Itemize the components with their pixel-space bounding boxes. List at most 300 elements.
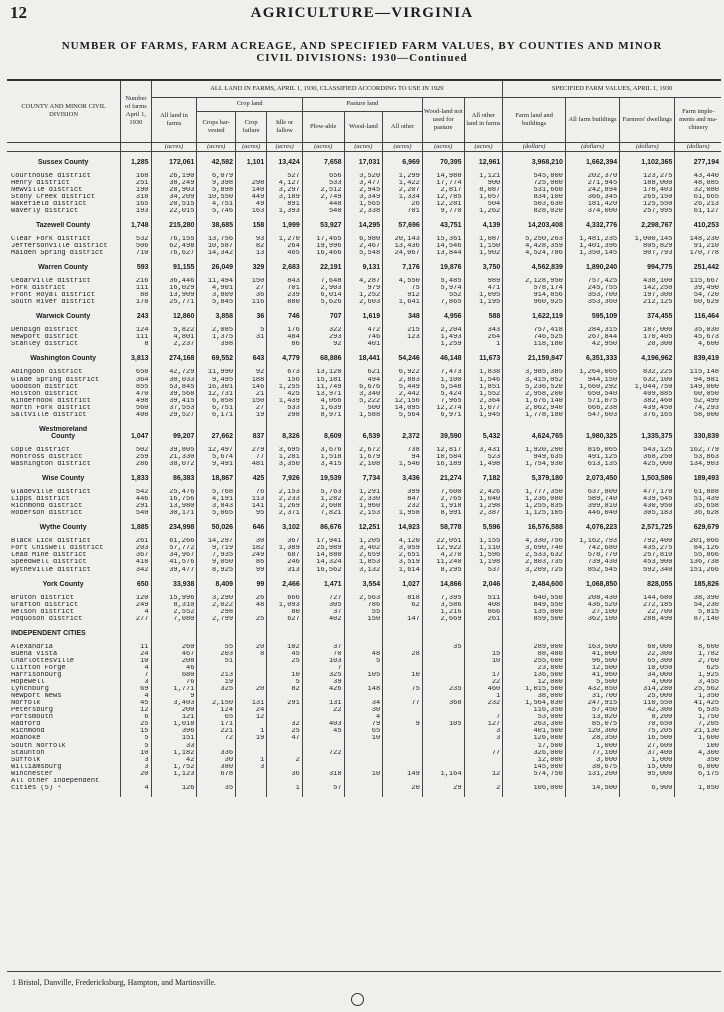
value-cell: 5,815 bbox=[675, 609, 721, 616]
spacer-row bbox=[7, 517, 721, 524]
value-cell: 436,520 bbox=[565, 602, 619, 609]
value-cell: 425 bbox=[236, 475, 267, 482]
value-cell: 185,826 bbox=[675, 581, 721, 588]
spacer-cell bbox=[236, 229, 267, 236]
empty-cell bbox=[383, 426, 423, 433]
value-cell: 247,915 bbox=[565, 700, 619, 707]
col-plowable: Plow-able bbox=[302, 111, 344, 142]
value-cell: 34 bbox=[344, 700, 383, 707]
value-cell: 19 bbox=[236, 412, 267, 419]
value-cell: 10,050 bbox=[620, 665, 675, 672]
spacer-cell bbox=[675, 320, 721, 327]
value-cell: 271,945 bbox=[565, 180, 619, 187]
value-cell: 2,683 bbox=[267, 264, 302, 271]
value-cell bbox=[344, 693, 383, 700]
value-cell: 1,833 bbox=[121, 475, 151, 482]
value-cell: 208 bbox=[151, 658, 197, 665]
value-cell: 2,467 bbox=[344, 243, 383, 250]
value-cell: 6,539 bbox=[344, 433, 383, 440]
spacer-cell bbox=[236, 362, 267, 369]
value-cell: 1,040 bbox=[464, 496, 503, 503]
division-name: Glade Spring district bbox=[11, 376, 100, 384]
value-cell: 1 bbox=[236, 757, 267, 764]
spacer-cell bbox=[464, 348, 503, 355]
value-cell bbox=[344, 665, 383, 672]
value-cell: 449 bbox=[236, 194, 267, 201]
value-cell bbox=[267, 707, 302, 714]
spacer-cell bbox=[464, 623, 503, 630]
district-row bbox=[7, 341, 721, 348]
spacer-cell bbox=[302, 257, 344, 264]
value-cell: 16,756 bbox=[151, 496, 197, 503]
spacer-cell bbox=[675, 517, 721, 524]
value-cell bbox=[302, 735, 344, 742]
value-cell: 2,651 bbox=[383, 552, 423, 559]
value-cell: 1,093 bbox=[267, 602, 302, 609]
spacer-cell bbox=[236, 468, 267, 475]
value-cell: 367 bbox=[267, 538, 302, 545]
spacer-cell bbox=[464, 229, 503, 236]
value-cell: 60,629 bbox=[675, 299, 721, 306]
value-cell: 27,100 bbox=[565, 609, 619, 616]
value-cell: 29 bbox=[422, 785, 464, 792]
value-cell: 110,550 bbox=[620, 700, 675, 707]
spacer-cell bbox=[197, 320, 236, 327]
value-cell: 16,562 bbox=[302, 567, 344, 574]
value-cell: 1,752 bbox=[151, 764, 197, 771]
value-cell: 3 bbox=[464, 735, 503, 742]
value-cell: 123 bbox=[383, 334, 423, 341]
value-cell: 57,450 bbox=[565, 707, 619, 714]
spacer-cell bbox=[675, 482, 721, 489]
spacer-cell bbox=[383, 588, 423, 595]
spacer-cell bbox=[464, 637, 503, 644]
value-cell: 3 bbox=[121, 764, 151, 771]
spacer-row bbox=[7, 531, 721, 538]
county-name: Warren County bbox=[38, 264, 89, 272]
value-cell: 6,058 bbox=[197, 398, 236, 405]
value-cell: 832,225 bbox=[620, 369, 675, 376]
value-cell: 1,471 bbox=[302, 581, 344, 588]
spacer-cell bbox=[383, 468, 423, 475]
value-cell: 144,680 bbox=[620, 595, 675, 602]
spacer-cell bbox=[503, 531, 566, 538]
value-cell: 11,673 bbox=[464, 355, 503, 362]
value-cell: 201,066 bbox=[675, 538, 721, 545]
value-cell: 1,375 bbox=[197, 334, 236, 341]
value-cell: 2,603 bbox=[344, 299, 383, 306]
empty-cell bbox=[302, 630, 344, 637]
spacer-cell bbox=[422, 792, 464, 797]
value-cell: 103 bbox=[302, 658, 344, 665]
empty-cell bbox=[464, 630, 503, 637]
value-cell: 1,252 bbox=[344, 292, 383, 299]
value-cell: 15,361 bbox=[422, 236, 464, 243]
value-cell: 364 bbox=[121, 377, 151, 384]
value-cell: 5,564 bbox=[383, 412, 423, 419]
value-cell: 4,000 bbox=[620, 679, 675, 686]
spacer-cell bbox=[565, 151, 619, 159]
value-cell: 12,922 bbox=[422, 545, 464, 552]
value-cell: 1,999 bbox=[267, 222, 302, 229]
district-row bbox=[7, 489, 721, 496]
value-cell: 2,330 bbox=[344, 496, 383, 503]
value-cell: 1,920,200 bbox=[503, 447, 566, 454]
value-cell: 57 bbox=[302, 785, 344, 792]
value-cell: 593 bbox=[121, 264, 151, 271]
value-cell: 1,596 bbox=[464, 552, 503, 559]
value-cell: 471 bbox=[464, 285, 503, 292]
spacer-cell bbox=[151, 623, 197, 630]
value-cell: 22,015 bbox=[151, 208, 197, 215]
value-cell: 2,372 bbox=[383, 433, 423, 440]
value-cell: 739,430 bbox=[565, 559, 619, 566]
value-cell: 134,903 bbox=[675, 461, 721, 468]
value-cell: 61,127 bbox=[675, 208, 721, 215]
value-cell: 135,000 bbox=[503, 609, 566, 616]
value-cell: 18,867 bbox=[197, 475, 236, 482]
spacer-cell bbox=[422, 271, 464, 278]
spacer-cell bbox=[344, 482, 383, 489]
value-cell bbox=[464, 644, 503, 651]
spacer-cell bbox=[121, 468, 151, 475]
value-cell: 54,246 bbox=[383, 355, 423, 362]
value-cell: 127 bbox=[464, 721, 503, 728]
value-cell: 1,255 bbox=[267, 384, 302, 391]
spacer-cell bbox=[121, 362, 151, 369]
value-cell: 2,883 bbox=[383, 377, 423, 384]
spacer-cell bbox=[236, 348, 267, 355]
col-number-of-farms: Number of farms April 1, 1930 bbox=[121, 81, 151, 142]
value-cell: 26 bbox=[383, 201, 423, 208]
value-cell: 93 bbox=[236, 236, 267, 243]
value-cell: 552 bbox=[422, 292, 464, 299]
value-cell: 215 bbox=[383, 327, 423, 334]
value-cell: 26,213 bbox=[675, 201, 721, 208]
spacer-cell bbox=[503, 257, 566, 264]
spacer-cell bbox=[7, 531, 121, 538]
value-cell: 15,000 bbox=[620, 764, 675, 771]
value-cell: 45 bbox=[121, 700, 151, 707]
value-cell: 503,630 bbox=[503, 201, 566, 208]
value-cell: 8 bbox=[121, 341, 151, 348]
spacer-cell bbox=[7, 637, 121, 644]
value-cell: 19 bbox=[197, 679, 236, 686]
division-name: Portsmouth bbox=[11, 714, 54, 722]
col-crop-failure: Crop failure bbox=[236, 111, 267, 142]
value-cell bbox=[267, 778, 302, 785]
value-cell: 10,584 bbox=[422, 454, 464, 461]
col-county-division: COUNTY AND MINOR CIVIL DIVISION bbox=[7, 81, 121, 142]
value-cell: 21,274 bbox=[422, 475, 464, 482]
value-cell: 33,938 bbox=[151, 581, 197, 588]
value-cell: 1,565 bbox=[344, 201, 383, 208]
value-cell: 120 bbox=[121, 595, 151, 602]
value-cell: 6,351,333 bbox=[565, 355, 619, 362]
spacer-cell bbox=[236, 320, 267, 327]
spacer-cell bbox=[197, 257, 236, 264]
value-cell: 4,139 bbox=[464, 222, 503, 229]
value-cell: 11,494 bbox=[197, 278, 236, 285]
value-cell: 22 bbox=[302, 707, 344, 714]
value-cell: 8,326 bbox=[267, 433, 302, 440]
value-cell: 1,890,240 bbox=[565, 264, 619, 271]
group-pasture-land: Pasture land bbox=[302, 97, 422, 111]
spacer-cell bbox=[7, 482, 121, 489]
value-cell: 3,415,052 bbox=[503, 377, 566, 384]
value-cell: 116,464 bbox=[675, 313, 721, 320]
value-cell: 1,850 bbox=[675, 785, 721, 792]
division-name: Cople district bbox=[11, 446, 70, 454]
value-cell: 1,679 bbox=[344, 454, 383, 461]
empty-cell bbox=[503, 630, 566, 637]
value-cell: 54,720 bbox=[675, 292, 721, 299]
value-cell: 2,659 bbox=[344, 552, 383, 559]
value-cell: 2,672 bbox=[344, 447, 383, 454]
district-row bbox=[7, 461, 721, 468]
spacer-cell bbox=[503, 419, 566, 426]
value-cell: 150 bbox=[236, 398, 267, 405]
division-name: Stanley district bbox=[11, 341, 79, 349]
value-cell: 4,901 bbox=[197, 285, 236, 292]
spacer-cell bbox=[197, 623, 236, 630]
value-cell: 17,465 bbox=[302, 236, 344, 243]
value-cell: 19,996 bbox=[302, 243, 344, 250]
value-cell: 3,000 bbox=[565, 757, 619, 764]
value-cell: 318 bbox=[121, 194, 151, 201]
value-cell: 701 bbox=[383, 208, 423, 215]
spacer-cell bbox=[121, 531, 151, 538]
value-cell: 640,550 bbox=[503, 595, 566, 602]
value-cell: 14,923 bbox=[383, 524, 423, 531]
value-cell: 2,552 bbox=[151, 609, 197, 616]
spacer-cell bbox=[302, 468, 344, 475]
spacer-row bbox=[7, 574, 721, 581]
value-cell: 20 bbox=[236, 644, 267, 651]
value-cell: 263,300 bbox=[503, 721, 566, 728]
district-row bbox=[7, 651, 721, 658]
spacer-cell bbox=[121, 151, 151, 159]
spacer-cell bbox=[464, 440, 503, 447]
spacer-cell bbox=[422, 482, 464, 489]
value-cell: 28 bbox=[383, 651, 423, 658]
value-cell: 678 bbox=[197, 771, 236, 778]
value-cell: 30,171 bbox=[151, 510, 197, 517]
value-cell: 646 bbox=[236, 524, 267, 531]
value-cell: 149 bbox=[383, 771, 423, 778]
district-row bbox=[7, 292, 721, 299]
spacer-cell bbox=[383, 517, 423, 524]
value-cell: 72 bbox=[197, 735, 236, 742]
value-cell: 68,886 bbox=[302, 355, 344, 362]
value-cell: 650 bbox=[121, 581, 151, 588]
value-cell: 3,290 bbox=[197, 595, 236, 602]
units-acres: (acres) bbox=[236, 142, 267, 151]
value-cell: 70 bbox=[302, 651, 344, 658]
value-cell: 425,000 bbox=[620, 461, 675, 468]
value-cell: 1,771 bbox=[151, 686, 197, 693]
value-cell: 26 bbox=[236, 595, 267, 602]
division-name: Grafton district bbox=[11, 601, 79, 609]
value-cell: 353,360 bbox=[565, 299, 619, 306]
value-cell: 41,000 bbox=[565, 651, 619, 658]
value-cell: 318 bbox=[302, 771, 344, 778]
col-all-farm-buildings: All farm buildings bbox=[565, 97, 619, 142]
value-cell: 32 bbox=[267, 721, 302, 728]
value-cell bbox=[236, 665, 267, 672]
spacer-cell bbox=[302, 362, 344, 369]
value-cell: 1,000,145 bbox=[620, 236, 675, 243]
value-cell: 342 bbox=[121, 567, 151, 574]
value-cell: 25 bbox=[236, 616, 267, 623]
value-cell: 4,127 bbox=[267, 180, 302, 187]
spacer-cell bbox=[383, 320, 423, 327]
value-cell: 20,515 bbox=[151, 201, 197, 208]
value-cell: 65,300 bbox=[620, 658, 675, 665]
value-cell: 41,425 bbox=[675, 700, 721, 707]
spacer-cell bbox=[302, 306, 344, 313]
value-cell: 13 bbox=[236, 250, 267, 257]
value-cell: 22 bbox=[464, 679, 503, 686]
value-cell: 36,446 bbox=[151, 278, 197, 285]
value-cell: 5 bbox=[344, 658, 383, 665]
empty-cell bbox=[620, 630, 675, 637]
district-row bbox=[7, 665, 721, 672]
value-cell bbox=[344, 750, 383, 757]
spacer-cell bbox=[267, 531, 302, 538]
value-cell: 643 bbox=[236, 355, 267, 362]
spacer-cell bbox=[383, 792, 423, 797]
value-cell: 399,810 bbox=[565, 503, 619, 510]
spacer-cell bbox=[121, 623, 151, 630]
division-name: Roberson district bbox=[11, 510, 83, 518]
value-cell: 17,500 bbox=[503, 743, 566, 750]
value-cell: 39,490 bbox=[675, 285, 721, 292]
value-cell bbox=[422, 714, 464, 721]
value-cell: 637,800 bbox=[565, 489, 619, 496]
value-cell: 4,624,765 bbox=[503, 433, 566, 440]
value-cell: 13,424 bbox=[267, 159, 302, 166]
value-cell: 1,439 bbox=[267, 398, 302, 405]
division-name: Newville district bbox=[11, 186, 83, 194]
value-cell: 181,420 bbox=[565, 201, 619, 208]
value-cell: 13,756 bbox=[197, 236, 236, 243]
county-total-row bbox=[7, 433, 721, 440]
value-cell: 8,409 bbox=[197, 581, 236, 588]
value-cell: 8 bbox=[236, 651, 267, 658]
county-total-row bbox=[7, 159, 721, 166]
value-cell: 200 bbox=[151, 707, 197, 714]
value-cell: 51,439 bbox=[675, 496, 721, 503]
value-cell: 5,548 bbox=[344, 250, 383, 257]
value-cell: 7,821 bbox=[302, 510, 344, 517]
value-cell bbox=[151, 778, 197, 785]
spacer-cell bbox=[7, 517, 121, 524]
district-row bbox=[7, 236, 721, 243]
district-row bbox=[7, 757, 721, 764]
spacer-cell bbox=[267, 623, 302, 630]
spacer-cell bbox=[464, 215, 503, 222]
value-cell bbox=[236, 173, 267, 180]
value-cell: 632,100 bbox=[620, 377, 675, 384]
group-specified-farm-values: SPECIFIED FARM VALUES, APRIL 1, 1930 bbox=[503, 81, 721, 97]
value-cell: 279 bbox=[236, 447, 267, 454]
division-name: Holston district bbox=[11, 390, 79, 398]
division-name: Alexandria bbox=[11, 643, 54, 651]
value-cell bbox=[565, 778, 619, 785]
county-total-row bbox=[7, 581, 721, 588]
value-cell: 9 bbox=[383, 721, 423, 728]
value-cell: 75 bbox=[383, 285, 423, 292]
value-cell: 707 bbox=[302, 313, 344, 320]
spacer-cell bbox=[151, 306, 197, 313]
value-cell: 994,775 bbox=[620, 264, 675, 271]
district-row bbox=[7, 693, 721, 700]
spacer-cell bbox=[121, 348, 151, 355]
value-cell: 43,440 bbox=[675, 173, 721, 180]
value-cell: 46 bbox=[151, 665, 197, 672]
value-cell: 243 bbox=[121, 313, 151, 320]
spacer-cell bbox=[267, 166, 302, 173]
value-cell: 1,925 bbox=[675, 672, 721, 679]
spacer-cell bbox=[197, 792, 236, 797]
value-cell: 12,251 bbox=[344, 524, 383, 531]
value-cell: 264 bbox=[267, 243, 302, 250]
value-cell: 10 bbox=[121, 658, 151, 665]
spacer-cell bbox=[151, 588, 197, 595]
value-cell: 49 bbox=[236, 201, 267, 208]
spacer-cell bbox=[344, 271, 383, 278]
spacer-cell bbox=[565, 517, 619, 524]
district-row bbox=[7, 707, 721, 714]
division-name: All other independent bbox=[11, 777, 100, 785]
division-name: Norfolk bbox=[11, 700, 41, 708]
value-cell: 20,300 bbox=[620, 341, 675, 348]
district-row bbox=[7, 454, 721, 461]
value-cell: 1,503,586 bbox=[620, 475, 675, 482]
spacer-cell bbox=[302, 574, 344, 581]
value-cell: 6,969 bbox=[383, 159, 423, 166]
value-cell: 1,291 bbox=[344, 489, 383, 496]
value-cell: 380 bbox=[197, 764, 236, 771]
value-cell: 3,858 bbox=[197, 313, 236, 320]
value-cell: 20 bbox=[121, 771, 151, 778]
spacer-cell bbox=[422, 419, 464, 426]
value-cell: 866 bbox=[464, 609, 503, 616]
value-cell: 289,000 bbox=[503, 644, 566, 651]
value-cell: 506 bbox=[121, 243, 151, 250]
value-cell: 531,660 bbox=[503, 187, 566, 194]
value-cell: 1,334 bbox=[383, 194, 423, 201]
value-cell: 36 bbox=[236, 292, 267, 299]
value-cell bbox=[344, 757, 383, 764]
value-cell: 367 bbox=[121, 552, 151, 559]
spacer-cell bbox=[503, 362, 566, 369]
spacer-row bbox=[7, 482, 721, 489]
value-cell: 202,370 bbox=[565, 173, 619, 180]
spacer-cell bbox=[503, 348, 566, 355]
county-total-row bbox=[7, 475, 721, 482]
value-cell: 792,400 bbox=[620, 538, 675, 545]
district-row bbox=[7, 778, 721, 785]
value-cell bbox=[267, 714, 302, 721]
value-cell: 48 bbox=[344, 651, 383, 658]
value-cell: 6,922 bbox=[383, 369, 423, 376]
district-row bbox=[7, 785, 721, 792]
value-cell bbox=[383, 665, 423, 672]
spacer-cell bbox=[675, 574, 721, 581]
spacer-cell bbox=[675, 623, 721, 630]
